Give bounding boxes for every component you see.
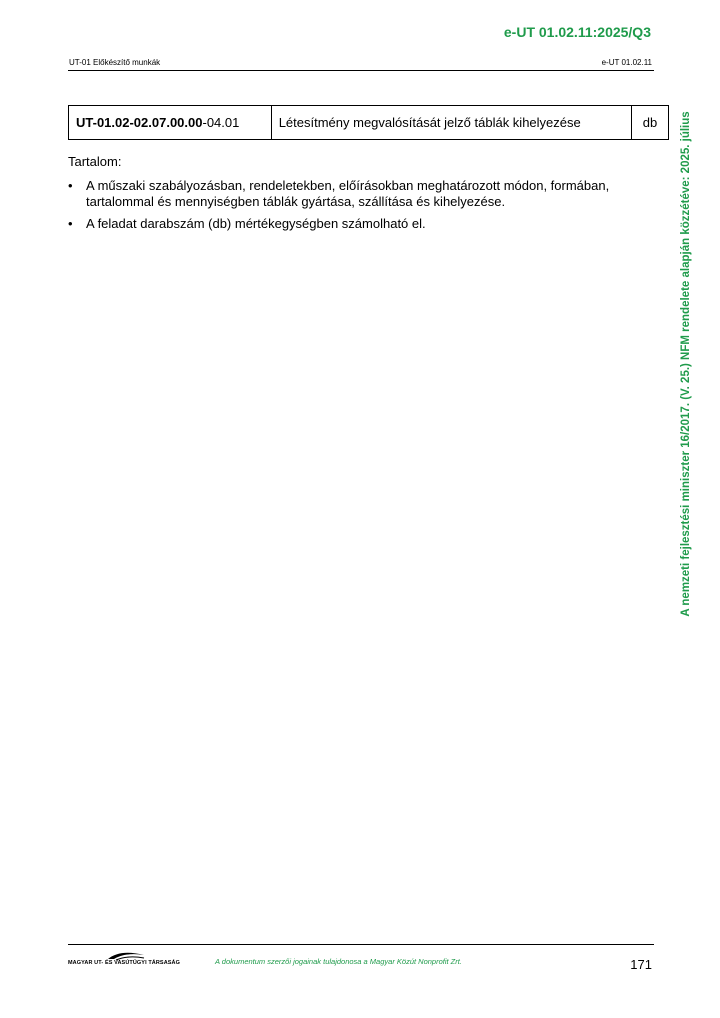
item-description: Létesítmény megvalósítását jelző táblák kihelyezése (271, 106, 631, 140)
item-code: UT-01.02-02.07.00.00 (76, 115, 203, 130)
side-note-text: A nemzeti fejlesztési miniszter 16/2017. (V. 25.) NFM rendelete alapján közzétéve: 2025. július (680, 111, 692, 617)
list-item (68, 178, 654, 209)
header-doc-id: e-UT 01.02.11 (601, 58, 652, 67)
page-number: 171 (630, 957, 652, 972)
content-label: Tartalom: (68, 154, 122, 169)
document-code: e-UT 01.02.11:2025/Q3 (503, 24, 651, 40)
item-unit: db (632, 106, 669, 140)
content-list (68, 178, 654, 239)
header-section-title: UT-01 Előkészítő munkák (69, 58, 161, 67)
running-header (68, 58, 654, 71)
footer-divider (68, 944, 654, 945)
list-item-text: A műszaki szabályozásban, rendeletekben, előírásokban meghatározott módon, formában, tartalommal és mennyiségben táblák gyártása, szállítása és kihelyezése. (86, 178, 610, 209)
society-logo (68, 949, 180, 971)
item-code-cell (69, 106, 272, 140)
table-row (69, 106, 669, 140)
list-item-text: A feladat darabszám (db) mértékegységben számolható el. (86, 216, 426, 231)
list-item (68, 216, 654, 232)
bullet-icon: • (68, 216, 73, 231)
bullet-icon: • (68, 178, 73, 193)
item-code-suffix: -04.01 (202, 115, 240, 130)
item-table (68, 105, 669, 140)
logo-text: MAGYAR UT- ÉS VASÚTÜGYI TÁRSASÁG (68, 960, 180, 966)
copyright-notice: A dokumentum szerzői jogainak tulajdonosa a Magyar Közút Nonprofit Zrt. (215, 957, 462, 966)
